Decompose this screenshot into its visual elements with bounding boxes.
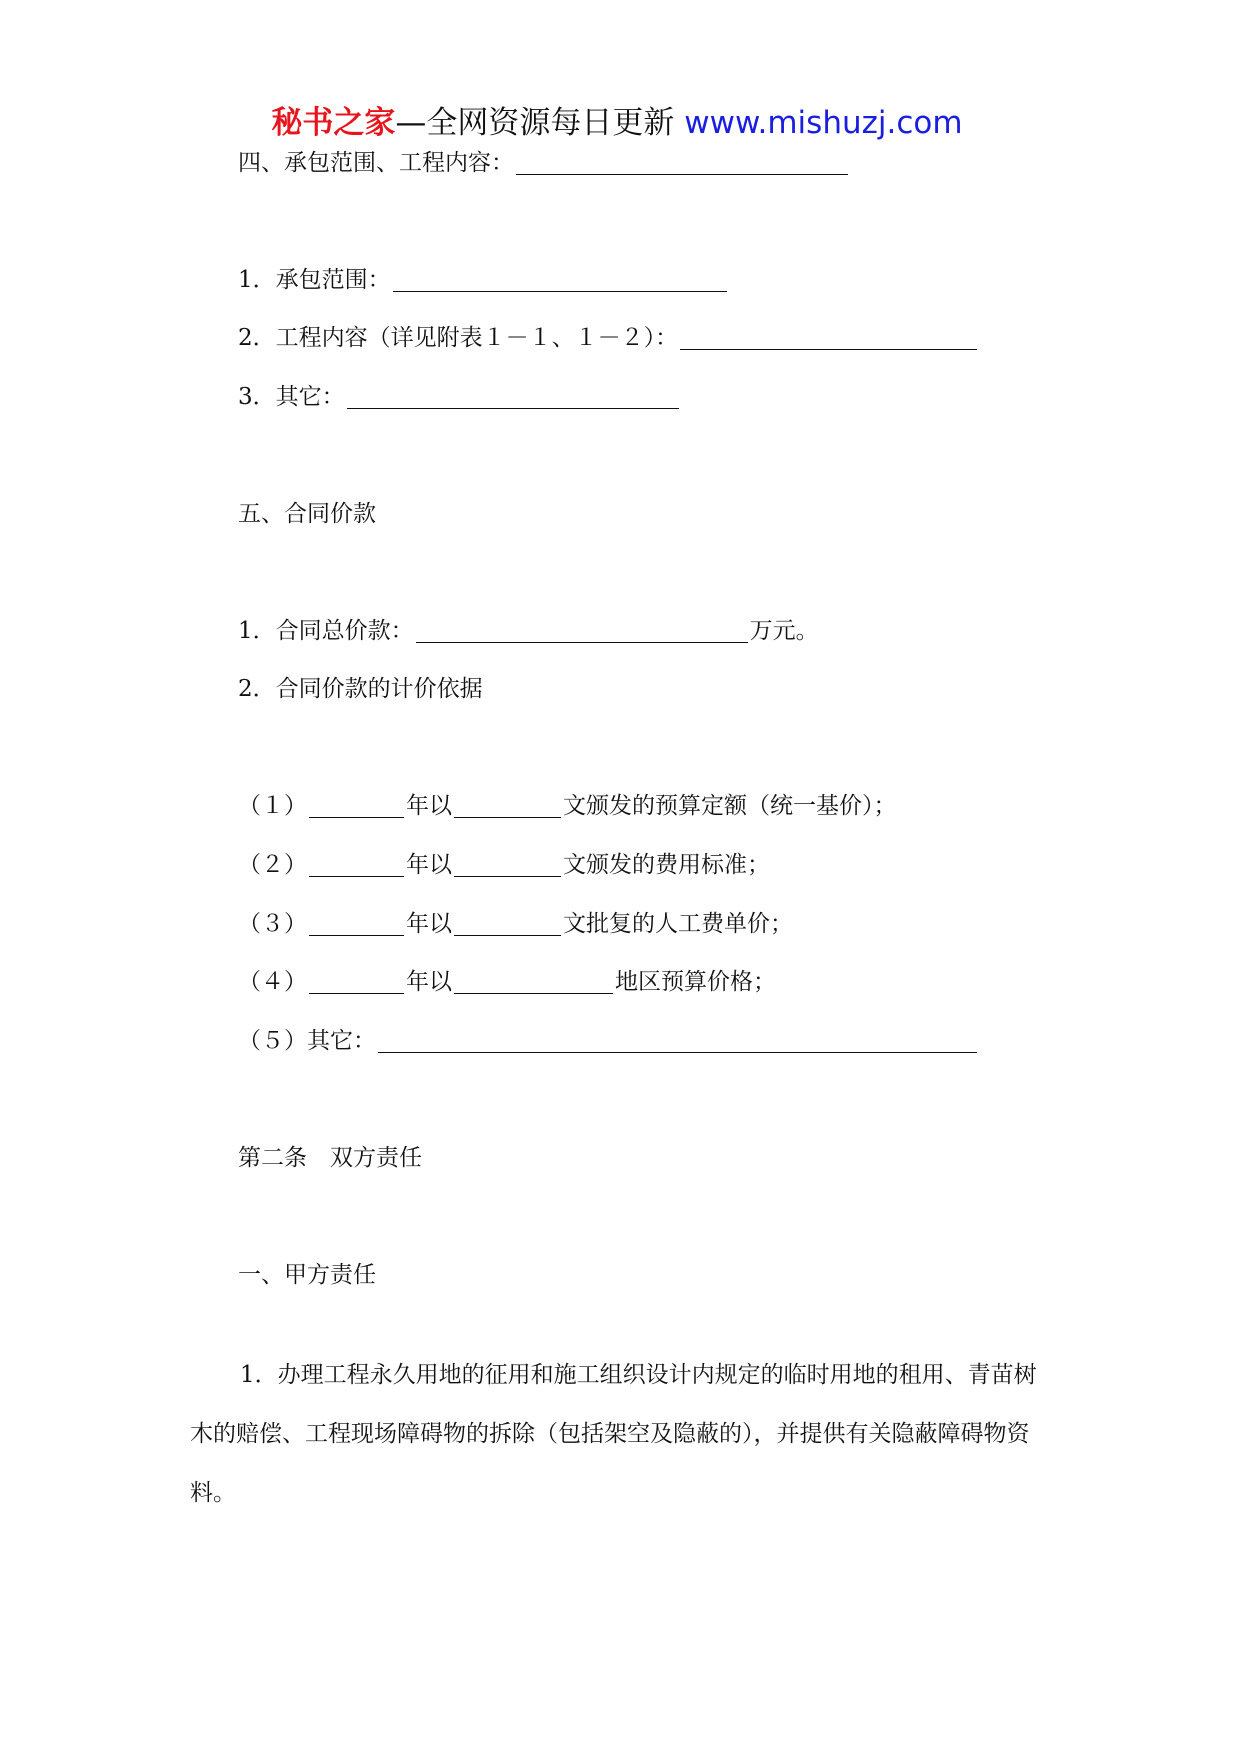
fill-blank — [309, 969, 404, 994]
fill-blank — [454, 852, 561, 877]
fill-blank — [516, 150, 848, 175]
basis-line-3 — [238, 908, 793, 940]
fill-blank — [393, 267, 727, 292]
basis-number: （４） — [238, 969, 307, 995]
section4-item1-line — [238, 264, 729, 296]
section5-item1: 1．合同总价款： — [238, 618, 414, 644]
basis-year-label: 年以 — [406, 911, 452, 937]
basis-year-label: 年以 — [406, 969, 452, 995]
article2-title-line — [238, 1142, 422, 1174]
party-a-duty-1: 1．办理工程永久用地的征用和施工组织设计内规定的临时用地的租用、青苗树木的赔偿、工程现场障碍物的拆除（包括架空及隐蔽的），并提供有关隐蔽障碍物资料。 — [190, 1362, 1037, 1506]
basis-year-label: 年以 — [406, 793, 452, 819]
basis-line-5 — [238, 1025, 979, 1057]
basis-tail: 文颁发的预算定额（统一基价）； — [563, 793, 897, 819]
fill-blank — [309, 911, 404, 936]
fill-blank — [680, 325, 977, 350]
party-a-title-line — [238, 1259, 376, 1291]
basis-tail: 地区预算价格； — [615, 969, 776, 995]
basis-line-4 — [238, 966, 776, 998]
fill-blank — [309, 793, 404, 818]
basis-tail: 文批复的人工费单价； — [563, 911, 793, 937]
fill-blank — [347, 384, 679, 409]
section4-item1: 1．承包范围： — [238, 267, 391, 293]
fill-blank — [454, 911, 561, 936]
fill-blank — [454, 969, 613, 994]
basis-other: （５）其它： — [238, 1028, 376, 1054]
section5-title-line — [238, 498, 376, 530]
basis-line-2 — [238, 849, 770, 881]
header-slogan: —全网资源每日更新 — [395, 105, 675, 141]
section4-title-line — [238, 147, 850, 179]
basis-number: （１） — [238, 793, 307, 819]
section4-item2: 2．工程内容（详见附表１－１、１－２）： — [238, 325, 679, 351]
section5-title: 五、合同价款 — [238, 501, 376, 527]
section4-item3-line — [238, 381, 681, 413]
brand-name: 秘书之家 — [271, 105, 396, 141]
fill-blank — [378, 1028, 977, 1053]
section5-item2: 2．合同价款的计价依据 — [238, 676, 483, 702]
section5-item1-line — [238, 615, 819, 647]
section5-item2-line — [238, 673, 483, 705]
basis-line-1 — [238, 790, 897, 822]
party-a-title: 一、甲方责任 — [238, 1262, 376, 1288]
fill-blank — [454, 793, 561, 818]
article2-title: 第二条 双方责任 — [238, 1145, 422, 1171]
section5-item1-suffix: 万元。 — [749, 618, 819, 644]
basis-number: （３） — [238, 911, 307, 937]
site-watermark-header — [0, 103, 1234, 143]
basis-tail: 文颁发的费用标准； — [563, 852, 770, 878]
basis-number: （２） — [238, 852, 307, 878]
section4-item3: 3．其它： — [238, 384, 345, 410]
basis-year-label: 年以 — [406, 852, 452, 878]
site-url[interactable]: www.mishuzj.com — [684, 105, 963, 141]
section4-item2-line — [238, 322, 979, 354]
section4-title: 四、承包范围、工程内容： — [238, 150, 514, 176]
fill-blank — [416, 618, 748, 643]
fill-blank — [309, 852, 404, 877]
